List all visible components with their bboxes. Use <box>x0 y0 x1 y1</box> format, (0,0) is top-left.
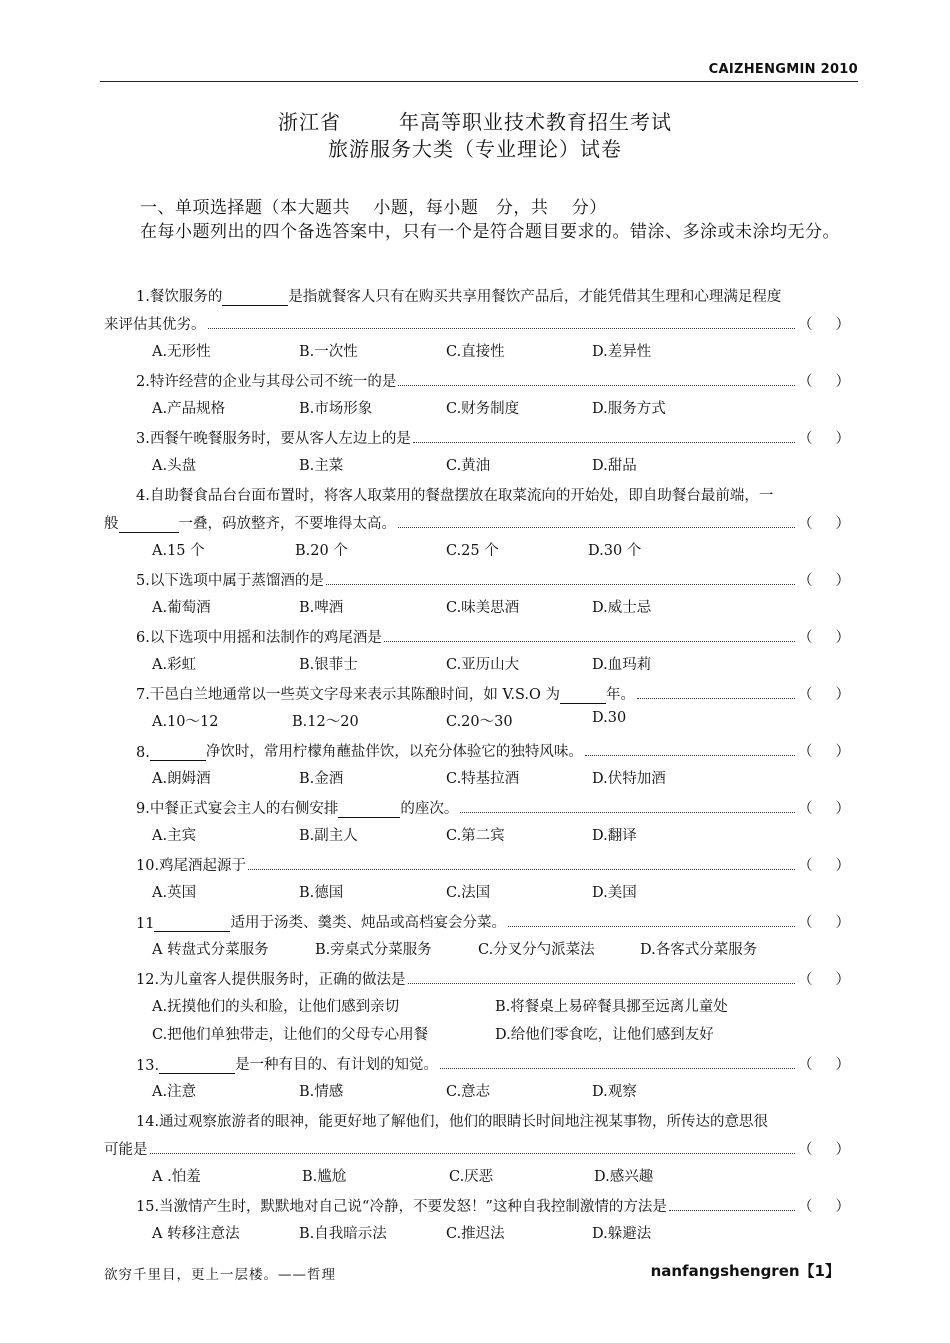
header-label: CAIZHENGMIN 2010 <box>708 62 858 77</box>
question-8-options <box>152 761 852 789</box>
question-10-options <box>152 875 852 903</box>
option-d: D.伏特加酒 <box>592 771 666 787</box>
answer-paren: （ ） <box>798 1057 850 1073</box>
option-a: A 转移注意法 <box>152 1226 240 1242</box>
option-a: A.葡萄酒 <box>152 600 211 616</box>
answer-blank <box>154 917 230 932</box>
option-d: D.美国 <box>592 885 637 901</box>
answer-paren: （ ） <box>798 744 850 760</box>
title-province: 浙江省 <box>278 110 341 134</box>
question-14-line1 <box>136 1103 850 1131</box>
leader-dots <box>398 527 795 528</box>
question-2 <box>136 363 850 391</box>
question-11-options <box>152 932 852 960</box>
question-3-text: 3.西餐午晚餐服务时，要从客人左边上的是 <box>136 431 411 447</box>
answer-paren: （ ） <box>798 687 850 703</box>
question-4-text-a: 4.自助餐食品台台面布置时，将客人取菜用的餐盘摆放在取菜流向的开始处，即自助餐台最前端，一 <box>136 488 774 504</box>
question-7-text-a: 7.干邑白兰地通常以一些英文字母来表示其陈酿时间，如 V.S.O 为 <box>136 687 561 703</box>
answer-blank <box>159 1059 235 1074</box>
option-c: C.厌恶 <box>449 1169 494 1185</box>
option-d: D.血玛莉 <box>592 657 652 673</box>
footer-quote: 欲穷千里目，更上一层楼。——哲理 <box>104 1267 336 1283</box>
question-5-text: 5.以下选项中属于蒸馏酒的是 <box>136 573 324 589</box>
answer-paren: （ ） <box>798 431 850 447</box>
question-4-options <box>152 533 852 561</box>
question-5 <box>136 562 850 590</box>
option-b: B.20 个 <box>295 543 348 559</box>
option-b: B.市场形象 <box>299 401 373 417</box>
question-13 <box>136 1046 850 1074</box>
option-d: D.躲避法 <box>592 1226 652 1242</box>
option-c: C.分叉分勺派菜法 <box>478 942 595 958</box>
answer-blank <box>150 746 206 761</box>
question-12 <box>136 961 850 989</box>
question-11 <box>136 904 850 932</box>
option-b: B.12～20 <box>292 714 359 730</box>
option-c: C.财务制度 <box>446 401 520 417</box>
question-7-options <box>152 704 852 732</box>
answer-paren: （ ） <box>798 374 850 390</box>
answer-paren: （ ） <box>798 972 850 988</box>
option-d: D.给他们零食吃，让他们感到友好 <box>495 1027 714 1043</box>
question-14-line2 <box>104 1131 850 1159</box>
answer-blank <box>338 803 400 818</box>
leader-dots <box>408 983 795 984</box>
leader-dots <box>384 641 795 642</box>
question-14-text-b: 可能是 <box>104 1142 148 1158</box>
question-8 <box>136 733 850 761</box>
question-13-text-b: 是一种有目的、有计划的知觉。 <box>235 1057 439 1073</box>
option-c: C.第二宾 <box>446 828 505 844</box>
question-9-text-a: 9.中餐正式宴会主人的右侧安排 <box>136 801 339 817</box>
option-c: C.黄油 <box>446 458 491 474</box>
question-1-options <box>152 334 852 362</box>
question-7 <box>136 676 850 704</box>
option-b: B.旁桌式分菜服务 <box>315 942 432 958</box>
question-6-text: 6.以下选项中用摇和法制作的鸡尾酒是 <box>136 630 382 646</box>
option-b: B.尴尬 <box>302 1169 347 1185</box>
option-a: A.产品规格 <box>152 401 226 417</box>
question-4-text-b: 般 <box>104 516 119 532</box>
option-c: C.把他们单独带走，让他们的父母专心用餐 <box>152 1027 429 1043</box>
answer-paren: （ ） <box>798 630 850 646</box>
option-d: D.30 个 <box>588 543 642 559</box>
option-d: D.差异性 <box>592 344 652 360</box>
option-d: D.甜品 <box>592 458 637 474</box>
option-c: C.味美思酒 <box>446 600 520 616</box>
option-d: D.翻译 <box>592 828 637 844</box>
option-a: A .怕羞 <box>152 1169 201 1185</box>
answer-paren: （ ） <box>798 1142 850 1158</box>
option-a: A.15 个 <box>152 543 205 559</box>
option-a: A.彩虹 <box>152 657 197 673</box>
option-d: D.观察 <box>592 1084 637 1100</box>
option-a: A.注意 <box>152 1084 197 1100</box>
answer-blank <box>560 689 606 704</box>
option-d: D.服务方式 <box>592 401 666 417</box>
footer-page-label: nanfangshengren【1】 <box>650 1262 840 1280</box>
question-1-text-a: 1.餐饮服务的 <box>136 289 223 305</box>
question-8-text-a: 8. <box>136 745 150 761</box>
question-1-text-b: 是指就餐客人只有在购买共享用餐饮产品后，才能凭借其生理和心理满足程度 <box>288 289 782 305</box>
question-9-text-b: 的座次。 <box>400 801 459 817</box>
question-6 <box>136 619 850 647</box>
leader-dots <box>208 328 796 329</box>
option-a: A.主宾 <box>152 828 197 844</box>
leader-dots <box>398 385 795 386</box>
question-11-text-a: 11 <box>136 916 155 932</box>
question-9-options <box>152 818 852 846</box>
answer-paren: （ ） <box>798 1199 850 1215</box>
question-5-options <box>152 590 852 618</box>
option-a: A.抚摸他们的头和脸，让他们感到亲切 <box>152 999 400 1015</box>
option-c: C.直接性 <box>446 344 505 360</box>
option-d: D.30 <box>592 710 627 726</box>
option-b: B.啤酒 <box>299 600 344 616</box>
option-b: B.银菲士 <box>299 657 358 673</box>
question-14-text-a: 14.通过观察旅游者的眼神，能更好地了解他们，他们的眼睛长时间地注视某事物，所传达的意思很 <box>136 1114 769 1130</box>
question-12-options-row1 <box>152 989 852 1017</box>
leader-dots <box>413 442 795 443</box>
answer-paren: （ ） <box>798 573 850 589</box>
option-c: C.特基拉酒 <box>446 771 520 787</box>
question-15-text: 15.当激情产生时，默默地对自己说“冷静，不要发怒！”这种自我控制激情的方法是 <box>136 1199 667 1215</box>
question-1-text-c: 来评估其优劣。 <box>104 317 206 333</box>
option-b: B.自我暗示法 <box>299 1226 387 1242</box>
question-4-line2 <box>104 505 850 533</box>
question-10 <box>136 847 850 875</box>
question-3 <box>136 420 850 448</box>
leader-dots <box>585 755 795 756</box>
question-12-text: 12.为儿童客人提供服务时，正确的做法是 <box>136 972 406 988</box>
option-b: B.将餐桌上易碎餐具挪至远离儿童处 <box>495 999 728 1015</box>
leader-dots <box>637 698 795 699</box>
question-15 <box>136 1188 850 1216</box>
option-a: A.英国 <box>152 885 197 901</box>
leader-dots <box>460 812 795 813</box>
question-1-line2 <box>104 306 850 334</box>
leader-dots <box>326 584 795 585</box>
answer-paren: （ ） <box>798 858 850 874</box>
question-2-options <box>152 391 852 419</box>
answer-paren: （ ） <box>798 516 850 532</box>
option-d: D.各客式分菜服务 <box>640 942 758 958</box>
answer-paren: （ ） <box>798 317 850 333</box>
leader-dots <box>150 1153 796 1154</box>
option-d: D.感兴趣 <box>594 1169 654 1185</box>
question-13-options <box>152 1074 852 1102</box>
leader-dots <box>669 1210 795 1211</box>
option-b: B.副主人 <box>299 828 358 844</box>
answer-paren: （ ） <box>798 801 850 817</box>
section-heading: 一、单项选择题（本大题共 小题，每小题 分，共 分） <box>140 198 607 218</box>
option-c: C.法国 <box>446 885 491 901</box>
question-15-options <box>152 1216 852 1244</box>
question-13-text-a: 13. <box>136 1058 160 1074</box>
option-b: B.金酒 <box>299 771 344 787</box>
question-6-options <box>152 647 852 675</box>
leader-dots <box>508 926 795 927</box>
question-12-options-row2 <box>152 1017 852 1045</box>
option-c: C.意志 <box>446 1084 491 1100</box>
question-3-options <box>152 448 852 476</box>
question-1-line1 <box>136 278 850 306</box>
option-a: A.无形性 <box>152 344 211 360</box>
answer-paren: （ ） <box>798 915 850 931</box>
option-c: C.推迟法 <box>446 1226 505 1242</box>
leader-dots <box>248 869 795 870</box>
option-a: A.头盘 <box>152 458 197 474</box>
option-a: A 转盘式分菜服务 <box>152 942 269 958</box>
question-14-options <box>152 1159 852 1187</box>
question-8-text-b: 净饮时，常用柠檬角蘸盐伴饮，以充分体验它的独特风味。 <box>205 744 583 760</box>
section-instruction: 在每小题列出的四个备选答案中，只有一个是符合题目要求的。错涂、多涂或未涂均无分。 <box>140 222 840 242</box>
title-exam-name: 年高等职业技术教育招生考试 <box>399 110 672 134</box>
option-b: B.主菜 <box>299 458 344 474</box>
option-a: A.朗姆酒 <box>152 771 211 787</box>
option-c: C.亚历山大 <box>446 657 520 673</box>
answer-blank <box>222 291 288 306</box>
question-4-text-c: 一叠，码放整齐，不要堆得太高。 <box>178 516 396 532</box>
leader-dots <box>440 1068 795 1069</box>
exam-title-line1 <box>0 106 950 135</box>
option-b: B.情感 <box>299 1084 344 1100</box>
header-rule <box>100 81 858 82</box>
question-2-text: 2.特许经营的企业与其母公司不统一的是 <box>136 374 397 390</box>
question-7-text-b: 年。 <box>606 687 636 703</box>
question-11-text-b: 适用于汤类、羹类、炖品或高档宴会分菜。 <box>230 915 506 931</box>
exam-title-line2: 旅游服务大类（专业理论）试卷 <box>328 137 622 161</box>
option-c: C.20～30 <box>446 714 513 730</box>
option-b: B.德国 <box>299 885 344 901</box>
option-a: A.10～12 <box>152 714 219 730</box>
option-d: D.威士忌 <box>592 600 652 616</box>
option-c: C.25 个 <box>446 543 499 559</box>
answer-blank <box>119 518 179 533</box>
option-b: B.一次性 <box>299 344 358 360</box>
question-10-text: 10.鸡尾酒起源于 <box>136 858 247 874</box>
question-9 <box>136 790 850 818</box>
question-4-line1 <box>136 477 850 505</box>
